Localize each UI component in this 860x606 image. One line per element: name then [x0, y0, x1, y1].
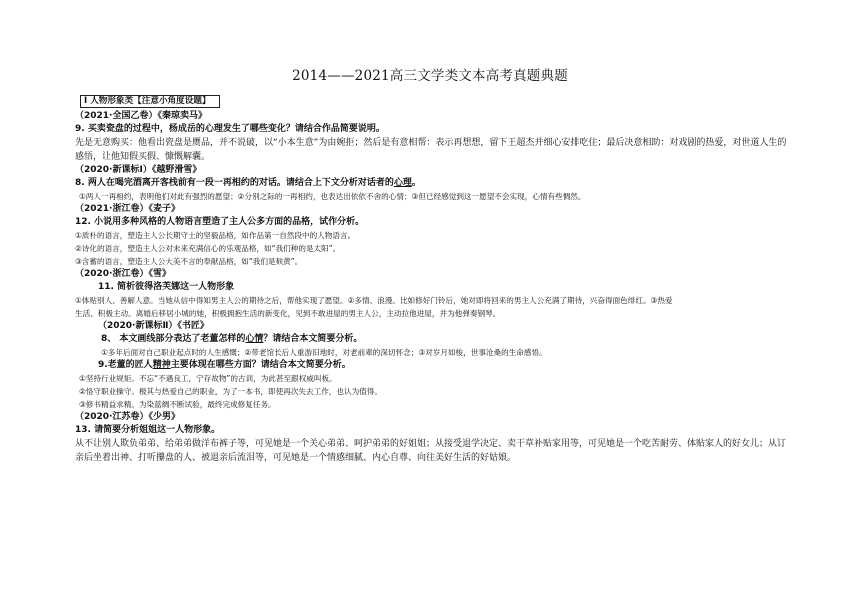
answer-8-shujiang: ①多年后面对自己职业起点时的人生感慨；②带老馆长后人重游旧地时，对老前辈的深切怀念；③对岁月如梭，世事沧桑的生命感悟。 [101, 348, 547, 357]
question-8-shujiang [75, 333, 790, 346]
underlined-keyword: 心情 [245, 334, 264, 344]
answer-12-point-2: ②诗化的语言，塑造主人公对未来充满信心的乐观品格，如“我们种的是太阳”。 [75, 244, 341, 253]
question-text: 8、 本文画线部分表达了老董怎样的 [101, 334, 246, 344]
source-2020-xinkebiao-1: （2020·新课标Ⅰ）《越野滑雪》 [75, 165, 202, 175]
question-12: 12. 小说用多种风格的人物语言塑造了主人公多方面的品格，试作分析。 [75, 217, 365, 227]
source-2020-xinkebiao-2: （2020·新课标Ⅱ）《书匠》 [98, 321, 209, 331]
answer-13: 从不让别人欺负弟弟、给弟弟做洋布裤子等，可见她是一个关心弟弟、呵护弟弟的好姐姐；从接受退学决定、卖干草补贴家用等，可见她是一个吃苦耐劳、体贴家人的好女儿；从订亲后坐着出神、打听攥盘的人、被退亲后流泪等，可见她是一个情感细腻、内心自尊、向往美好生活的好姑娘。 [75, 439, 787, 463]
document-body [75, 95, 790, 465]
source-2021-zhejiang: （2021·浙江卷）《麦子》 [75, 204, 180, 214]
answer-12-point-3: ③含蓄的语言，塑造主人公大美不言的奉献品格，如“我们是麸黄”。 [75, 257, 303, 266]
question-text-end: ？请结合本文简要分析。 [263, 334, 363, 344]
answer-8-yuanye: ①两人一再相约，表明他们对此有强烈的愿望；②分别之际的一再相约，也表达出依依不舍的心情；③但已经感觉到这一愿望不会实现，心情有些惆然。 [79, 192, 586, 201]
answer-11-line-1: ①体贴别人、善解人意。当她从信中得知男主人公的期待之后，帮他实现了愿望。②多情、浪漫。比如修好门铃后，她对即将回来的男主人公充满了期待，兴奋得面色绯红。③热爱 [75, 296, 673, 305]
source-2020-jiangsu: （2020·江苏卷）《少男》 [75, 412, 180, 422]
answer-9: 先是无意购买：他看出瓷盘是赝品，并不说破，以“小本生意”为由婉拒；然后是有意相帮：表示再想想，留下王超杰并细心安排吃住；最后决意相助：对戏剧的热爱，对世道人生的感悟，让他知假买假、慷慨解囊。 [75, 138, 787, 162]
category-label: Ⅰ 人物形象类【注意小角度设题】 [80, 95, 220, 108]
source-2021-yi: （2021·全国乙卷）《秦琼卖马》 [75, 111, 207, 121]
answer-12-point-1: ①质朴的语言，塑造主人公长期守土的坚毅品格，如作品第一自然段中的人物语言。 [75, 231, 356, 240]
question-9-shujiang [75, 359, 790, 372]
question-9: 9. 买卖瓷盘的过程中，杨成岳的心理发生了哪些变化？请结合作品简要说明。 [75, 124, 385, 134]
underlined-keyword: 心理 [393, 178, 412, 188]
source-2020-zhejiang: （2020·浙江卷）《雪》 [75, 269, 171, 279]
answer-9-point-2: ②恪守职业操守。极其与热爱自己的职业，为了一本书，即使再次失去工作，也认为值得。 [79, 387, 382, 396]
category-row [75, 95, 790, 110]
question-text: 9.老董的匠人 [98, 360, 153, 370]
answer-9-point-3: ③修书精益求精。为染蓝绸不断试验，最终完成修复任务。 [79, 400, 276, 409]
underlined-keyword: 精神 [152, 360, 171, 370]
question-8-yuanye [75, 177, 790, 190]
answer-11-line-2: 生活、积极主动。离婚后移居小城的她，积极拥抱生活的新变化，见到不敢进屋的男主人公，主动拉他进屋，并为他弹奏钢琴。 [75, 309, 501, 318]
page-title: 2014——2021高三文学类文本高考真题典题 [292, 68, 568, 84]
answer-9-point-1: ①坚持行业规矩。不忘“不遇良工，宁存故物”的古训，为此甚至跟权威叫板。 [79, 374, 337, 383]
question-text: 8. 两人在喝完酒离开客栈前有一段一再相约的对话。请结合上下文分析对话者的 [75, 178, 394, 188]
question-11: 11. 简析彼得洛芙娜这一人物形象 [98, 282, 235, 292]
question-text-end: 。 [411, 178, 421, 188]
question-text-end: 主要体现在哪些方面？请结合本文简要分析。 [170, 360, 351, 370]
question-13: 13. 请简要分析姐姐这一人物形象。 [75, 425, 221, 435]
